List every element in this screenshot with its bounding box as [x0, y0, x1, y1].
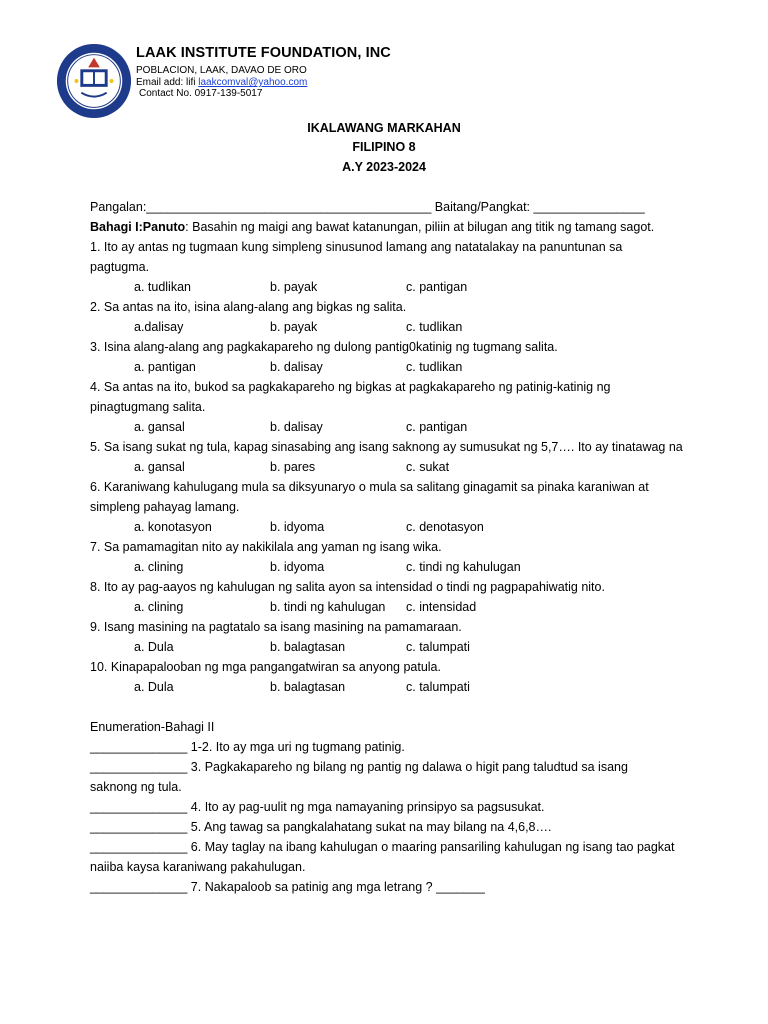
choice-b: b. pares — [270, 460, 316, 474]
question-text: 7. Sa pamamagitan nito ay nakikilala ang yaman ng isang wika. — [90, 540, 442, 554]
choice-a: a. tudlikan — [134, 280, 191, 294]
question-text-cont: pinagtugmang salita. — [90, 400, 206, 414]
choice-a: a. clining — [134, 600, 184, 614]
choice-row — [90, 597, 690, 617]
choice-a: a. gansal — [134, 420, 185, 434]
part1-instruction-text: : Basahin ng maigi ang bawat katanungan, piliin at bilugan ang titik ng tamang sagot. — [185, 220, 655, 234]
choice-row — [90, 557, 690, 577]
question-text: 2. Sa antas na ito, isina alang-alang ang bigkas ng salita. — [90, 300, 407, 314]
choice-b: b. idyoma — [270, 560, 325, 574]
academic-year: A.Y 2023-2024 — [342, 160, 426, 174]
school-contact: Contact No. 0917-139-5017 — [139, 88, 263, 99]
choice-b: b. payak — [270, 280, 318, 294]
enumeration-item: ______________ 5. Ang tawag sa pangkalahatang sukat na may bilang na 4,6,8…. — [90, 820, 552, 834]
question-text: 1. Ito ay antas ng tugmaan kung simpleng sinusunod lamang ang natatalakay na panuntunan sa — [90, 240, 623, 254]
choice-a: a. konotasyon — [134, 520, 212, 534]
choice-row — [90, 677, 690, 697]
school-name: LAAK INSTITUTE FOUNDATION, INC — [136, 45, 391, 61]
choice-a: a. gansal — [134, 460, 185, 474]
quarter-title: IKALAWANG MARKAHAN — [307, 121, 461, 135]
choice-b: b. dalisay — [270, 420, 323, 434]
choice-b: b. balagtasan — [270, 640, 346, 654]
choice-b: b. payak — [270, 320, 318, 334]
subject-title: FILIPINO 8 — [352, 140, 416, 154]
choice-a: a. Dula — [134, 680, 174, 694]
question-text: 6. Karaniwang kahulugang mula sa diksyunaryo o mula sa salitang ginagamit sa pinaka karaniwan at — [90, 480, 649, 494]
school-address: POBLACION, LAAK, DAVAO DE ORO — [136, 65, 307, 76]
email-link[interactable]: laakcomval@yahoo.com — [198, 77, 308, 88]
question-text: 4. Sa antas na ito, bukod sa pagkakapareho ng bigkas at pagkakapareho ng patinig-katinig ng — [90, 380, 611, 394]
enumeration-item: ______________ 4. Ito ay pag-uulit ng mga namayaning prinsipyo sa pagsusukat. — [90, 800, 545, 814]
choice-c: c. talumpati — [406, 640, 470, 654]
choice-b: b. dalisay — [270, 360, 323, 374]
choice-c: c. tindi ng kahulugan — [406, 560, 521, 574]
choice-a: a. Dula — [134, 640, 174, 654]
choice-c: c. pantigan — [406, 280, 468, 294]
question-text: 5. Sa isang sukat ng tula, kapag sinasabing ang isang saknong ay sumusukat ng 5,7…. Ito ay tinatawag na — [90, 440, 683, 454]
choice-c: c. pantigan — [406, 420, 468, 434]
name-grade-line: Pangalan:_________________________________________ Baitang/Pangkat: ________________ — [90, 200, 645, 214]
choice-row — [90, 517, 690, 537]
enumeration-item-cont: saknong ng tula. — [90, 780, 182, 794]
email-label: Email add: lifi — [136, 77, 199, 88]
choice-b: b. tindi ng kahulugan — [270, 600, 386, 614]
choice-c: c. intensidad — [406, 600, 477, 614]
question-text: 9. Isang masining na pagtatalo sa isang masining na pamamaraan. — [90, 620, 462, 634]
choice-c: c. tudlikan — [406, 360, 463, 374]
choice-a: a. pantigan — [134, 360, 196, 374]
part2-heading: Enumeration-Bahagi II — [90, 720, 215, 734]
enumeration-item: ______________ 3. Pagkakapareho ng bilang ng pantig ng dalawa o higit pang taludtud sa isang — [90, 760, 628, 774]
choice-row — [90, 637, 690, 657]
choice-row — [90, 417, 690, 437]
question-text-cont: pagtugma. — [90, 260, 150, 274]
exam-body — [90, 197, 690, 897]
question-text-cont: simpleng pahayag lamang. — [90, 500, 240, 514]
question-text: 10. Kinapapalooban ng mga pangangatwiran sa anyong patula. — [90, 660, 441, 674]
part1-instructions — [90, 217, 690, 237]
school-seal-logo — [55, 42, 133, 120]
part1-label: Bahagi I:Panuto — [90, 220, 186, 234]
enumeration-item: ______________ 6. May taglay na ibang kahulugan o maaring pansariling kahulugan ng isang tao pagkat — [90, 840, 675, 854]
choice-row — [90, 357, 690, 377]
choice-row — [90, 277, 690, 297]
choice-row — [90, 457, 690, 477]
question-text: 3. Isina alang-alang ang pagkakapareho ng dulong pantig0katinig ng tugmang salita. — [90, 340, 558, 354]
choice-c: c. sukat — [406, 460, 450, 474]
enumeration-item: ______________ 7. Nakapaloob sa patinig ang mga letrang ? _______ — [90, 880, 485, 894]
section-spacer — [90, 697, 690, 717]
choice-c: c. tudlikan — [406, 320, 463, 334]
choice-b: b. balagtasan — [270, 680, 346, 694]
choice-c: c. talumpati — [406, 680, 470, 694]
choice-b: b. idyoma — [270, 520, 325, 534]
choice-row — [90, 317, 690, 337]
choice-a: a.dalisay — [134, 320, 184, 334]
choice-c: c. denotasyon — [406, 520, 484, 534]
enumeration-item-cont: naiiba kaysa karaniwang pakahulugan. — [90, 860, 306, 874]
enumeration-item: ______________ 1-2. Ito ay mga uri ng tugmang patinig. — [90, 740, 405, 754]
question-text: 8. Ito ay pag-aayos ng kahulugan ng salita ayon sa intensidad o tindi ng pagpapahiwatig nito. — [90, 580, 605, 594]
choice-a: a. clining — [134, 560, 184, 574]
